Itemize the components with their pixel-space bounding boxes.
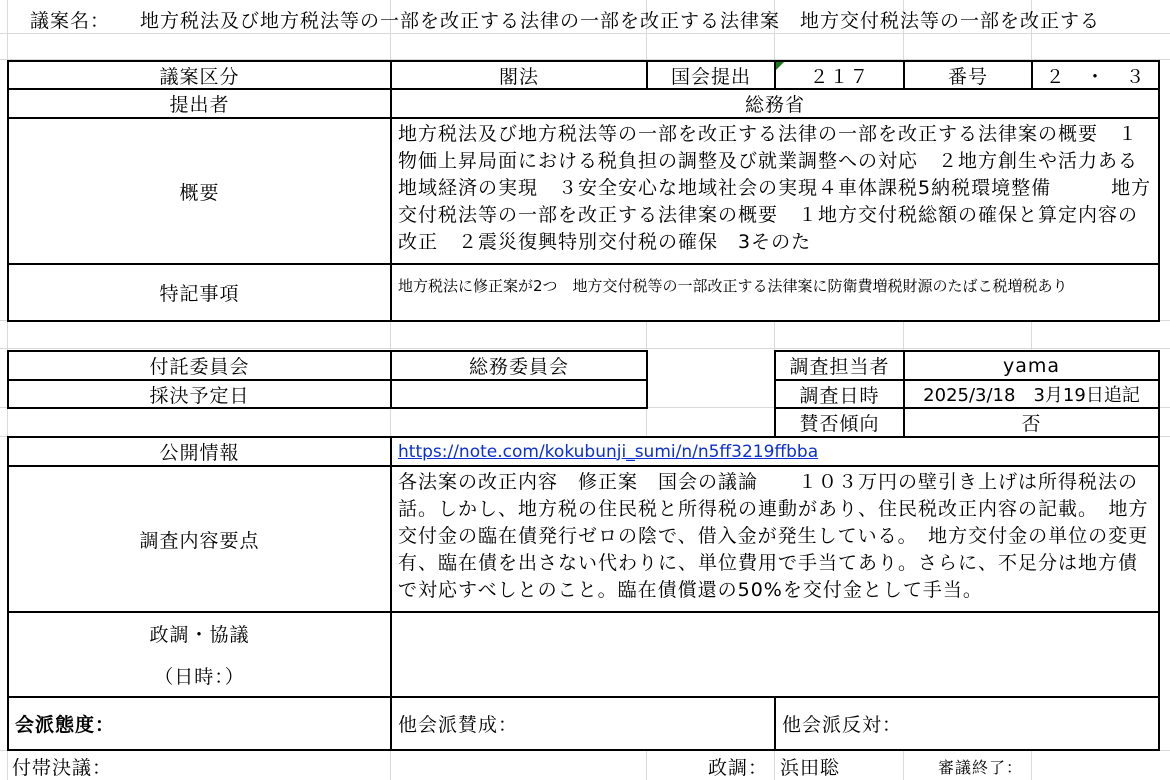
committee-label: 付託委員会	[149, 356, 250, 378]
stance-label-cell	[774, 407, 905, 438]
category-label: 議案区分	[159, 65, 240, 88]
submitter-label-cell	[7, 88, 392, 119]
policy-value-cell[interactable]	[390, 611, 1160, 698]
researcher-value-cell[interactable]	[903, 350, 1160, 381]
oppose-label: 他会派反対：	[782, 714, 903, 736]
research-date-label: 調査日時	[799, 384, 880, 407]
committee-value-cell[interactable]	[390, 350, 648, 381]
oppose-cell[interactable]	[774, 696, 1160, 751]
category-value: 閣法	[498, 65, 539, 88]
points-value: 各法案の改正内容 修正案 国会の議論 １０３万円の壁引き上げは所得税法の話。しかし、地方税の住民税と所得税の連動があり、住民税改正内容の記載。 地方交付金の臨在債発行ゼロの陰で、借入金が発生している。 地方交付金の単位の変更有、臨在債を出さない代わりに、単位費用で手当てあり。さらに、不足分は地方債で対応すべしとのこと。臨在債償還の50%を交付金として手当。	[398, 471, 1149, 601]
vote-date-label-cell	[7, 379, 392, 409]
summary-label-cell	[7, 117, 392, 265]
stance-value: 否	[1021, 413, 1042, 435]
category-value-cell[interactable]	[390, 60, 648, 90]
researcher-label: 調査担当者	[789, 356, 890, 378]
points-value-cell[interactable]	[390, 465, 1160, 613]
public-info-label-cell	[7, 436, 392, 467]
resolution-label: 付帯決議：	[12, 757, 113, 779]
policy-label-cell	[7, 611, 392, 698]
submitter-label: 提出者	[169, 94, 230, 116]
review-done-label: 審議終了：	[938, 758, 1024, 777]
vote-date-value-cell[interactable]	[390, 379, 648, 409]
number-label: 番号	[947, 65, 988, 88]
support-label: 他会派賛成：	[398, 714, 519, 736]
bill-name-value[interactable]: 地方税法及び地方税法等の一部を改正する法律の一部を改正する法律案 地方交付税法等の一部を改正する	[140, 10, 1101, 32]
stance-value-cell[interactable]	[903, 407, 1160, 438]
diet-value: ２１７	[809, 65, 870, 88]
summary-value-cell[interactable]	[390, 117, 1160, 265]
comment-indicator-icon[interactable]	[776, 62, 784, 70]
public-info-label: 公開情報	[159, 442, 240, 464]
stance-label: 賛否傾向	[799, 413, 880, 435]
researcher-value: yama	[1002, 354, 1061, 377]
public-info-value-cell[interactable]	[390, 436, 1160, 467]
policy-date-label: （日時：）	[154, 665, 245, 688]
number-label-cell	[903, 60, 1033, 90]
public-info-link[interactable]: https://note.com/kokubunji_sumi/n/n5ff3219ffbba	[398, 441, 819, 462]
summary-value: 地方税法及び地方税法等の一部を改正する法律の一部を改正する法律案の概要 １物価上昇局面における税負担の調整及び就業調整への対応 ２地方創生や活力ある地域経済の実現 ３安全安心な地域社会の実現４車体課税5納税環境整備 地方交付税法等の一部を改正する法律案の概要 １地方交付税総額の確保と算定内容の改正 ２震災復興特別交付税の確保 3そのた	[398, 123, 1152, 253]
notes-value-cell[interactable]	[390, 263, 1160, 322]
notes-label: 特記事項	[159, 283, 240, 305]
policy-label: 政調・協議	[149, 624, 250, 647]
notes-value: 地方税法に修正案が2つ 地方交付税等の一部改正する法律案に防衛費増税財源のたばこ税増税あり	[398, 277, 1068, 295]
research-date-label-cell	[774, 379, 905, 409]
diet-label-cell	[646, 60, 776, 90]
research-date-value-cell[interactable]	[903, 379, 1160, 409]
research-date-value: 2025/3/18 3月19日追記	[923, 385, 1140, 406]
points-label-cell	[7, 465, 392, 613]
notes-label-cell	[7, 263, 392, 322]
support-cell[interactable]	[390, 696, 776, 751]
attitude-label: 会派態度：	[15, 714, 116, 736]
bill-name-label: 議案名：	[30, 10, 111, 32]
diet-label: 国会提出	[670, 65, 751, 88]
researcher-label-cell	[774, 350, 905, 381]
committee-label-cell	[7, 350, 392, 381]
policy-person-value[interactable]: 浜田聡	[780, 757, 841, 779]
points-label: 調査内容要点	[139, 529, 260, 552]
diet-value-cell[interactable]	[774, 60, 905, 90]
policy-person-label: 政調：	[708, 757, 769, 779]
committee-value: 総務委員会	[468, 356, 569, 378]
attitude-cell[interactable]	[7, 696, 392, 751]
summary-label: 概要	[179, 181, 220, 204]
vote-date-label: 採決予定日	[149, 384, 250, 407]
submitter-value-cell[interactable]	[390, 88, 1160, 119]
submitter-value: 総務省	[744, 94, 805, 116]
category-label-cell	[7, 60, 392, 90]
number-value: ２ ・ ３	[1045, 65, 1146, 88]
number-value-cell[interactable]	[1031, 60, 1160, 90]
